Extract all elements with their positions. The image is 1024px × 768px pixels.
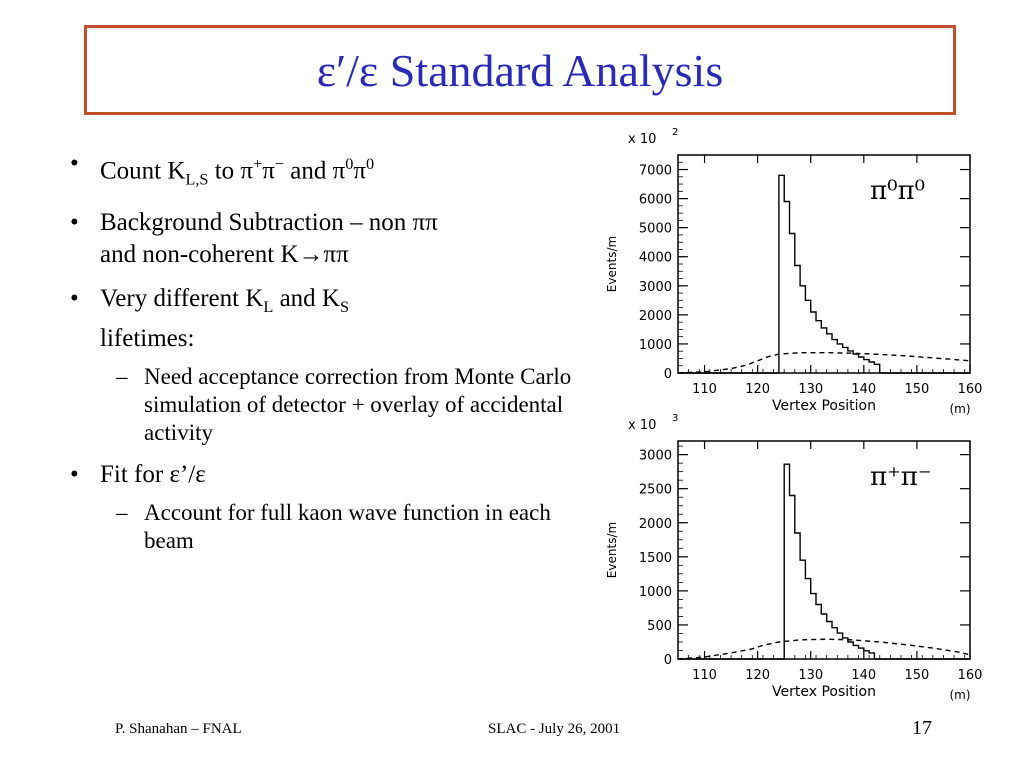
text: π [262, 157, 275, 185]
chart-title: π⁺π⁻ [870, 462, 932, 492]
text: Count K [100, 157, 186, 185]
scale-label: x 10 [628, 418, 657, 433]
bullet-background [70, 207, 590, 271]
x-tick-label: 160 [957, 668, 983, 683]
text: and π [284, 157, 346, 185]
sub-item: – Need acceptance correction from Monte Carlo simulation of detector + overlay of accidental activity [100, 363, 590, 447]
y-tick-label: 4000 [638, 250, 672, 266]
bullet-lifetimes [70, 283, 590, 447]
scale-exponent: 2 [672, 127, 679, 138]
y-tick-label: 2500 [638, 482, 672, 498]
series-background [678, 353, 970, 373]
text: and K [273, 285, 340, 313]
subscript: L [263, 298, 274, 317]
y-tick-label: 6000 [638, 192, 672, 208]
x-tick-label: 130 [798, 382, 824, 397]
x-tick-label: 120 [745, 382, 771, 397]
y-tick-label: 7000 [638, 163, 672, 179]
scale-label: x 10 [628, 132, 657, 147]
series-data [678, 175, 970, 373]
x-tick-label: 110 [692, 668, 717, 683]
x-axis-label: Vertex Position [772, 684, 876, 700]
slide-title: ε′/ε Standard Analysis [316, 44, 724, 96]
x-tick-label: 140 [851, 382, 877, 397]
sub-list [100, 363, 590, 447]
y-tick-label: 2000 [638, 308, 672, 324]
footer-author: P. Shanahan – FNAL [115, 721, 242, 737]
x-tick-label: 130 [798, 668, 824, 683]
x-axis-unit: (m) [949, 688, 971, 702]
y-tick-label: 0 [663, 653, 672, 668]
bullet-count [70, 148, 590, 195]
chart-pipi [590, 406, 1000, 708]
y-tick-label: 1000 [638, 584, 672, 600]
superscript: 0 [345, 155, 354, 173]
superscript: + [253, 155, 263, 173]
bullet-list [70, 148, 590, 567]
x-tick-label: 140 [851, 668, 877, 683]
page-number: 17 [912, 717, 932, 739]
x-tick-label: 120 [745, 668, 771, 683]
x-tick-label: 150 [904, 382, 930, 397]
y-axis-label: Events/m [605, 521, 619, 579]
chart-pi0pi0 [590, 122, 1000, 420]
scale-exponent: 3 [672, 413, 679, 424]
text: to π [208, 157, 254, 185]
x-tick-label: 150 [904, 668, 930, 683]
sub-list [100, 499, 590, 555]
text: and non-coherent K→ππ [100, 241, 349, 269]
bullet-fit [70, 459, 590, 555]
chart-title: π⁰π⁰ [870, 176, 926, 206]
y-tick-label: 5000 [638, 221, 672, 237]
series-background [678, 639, 970, 659]
y-tick-label: 3000 [638, 279, 672, 295]
y-tick-label: 2000 [638, 516, 672, 532]
y-tick-label: 500 [647, 618, 672, 634]
text: π [353, 157, 366, 185]
title-box [84, 25, 956, 115]
text: Fit for ε’/ε [100, 461, 206, 489]
y-tick-label: 0 [663, 367, 672, 382]
plot-frame [678, 155, 970, 373]
y-tick-label: 1500 [638, 550, 672, 566]
footer-venue: SLAC - July 26, 2001 [488, 721, 621, 737]
y-tick-label: 1000 [638, 337, 672, 353]
sub-item: – Account for full kaon wave function in each beam [100, 499, 590, 555]
x-axis-unit: (m) [949, 402, 971, 416]
y-axis-label: Events/m [605, 235, 619, 293]
x-tick-label: 160 [957, 382, 983, 397]
superscript: − [274, 155, 285, 173]
text: lifetimes: [100, 325, 195, 353]
x-tick-label: 110 [692, 382, 717, 397]
x-axis-label: Vertex Position [772, 398, 876, 414]
text: Background Subtraction – non ππ [100, 209, 438, 237]
series-data [678, 464, 970, 659]
subscript: S [339, 298, 350, 317]
text: Very different K [100, 285, 264, 313]
y-tick-label: 3000 [638, 448, 672, 464]
superscript: 0 [365, 155, 375, 173]
subscript: L,S [185, 170, 209, 189]
